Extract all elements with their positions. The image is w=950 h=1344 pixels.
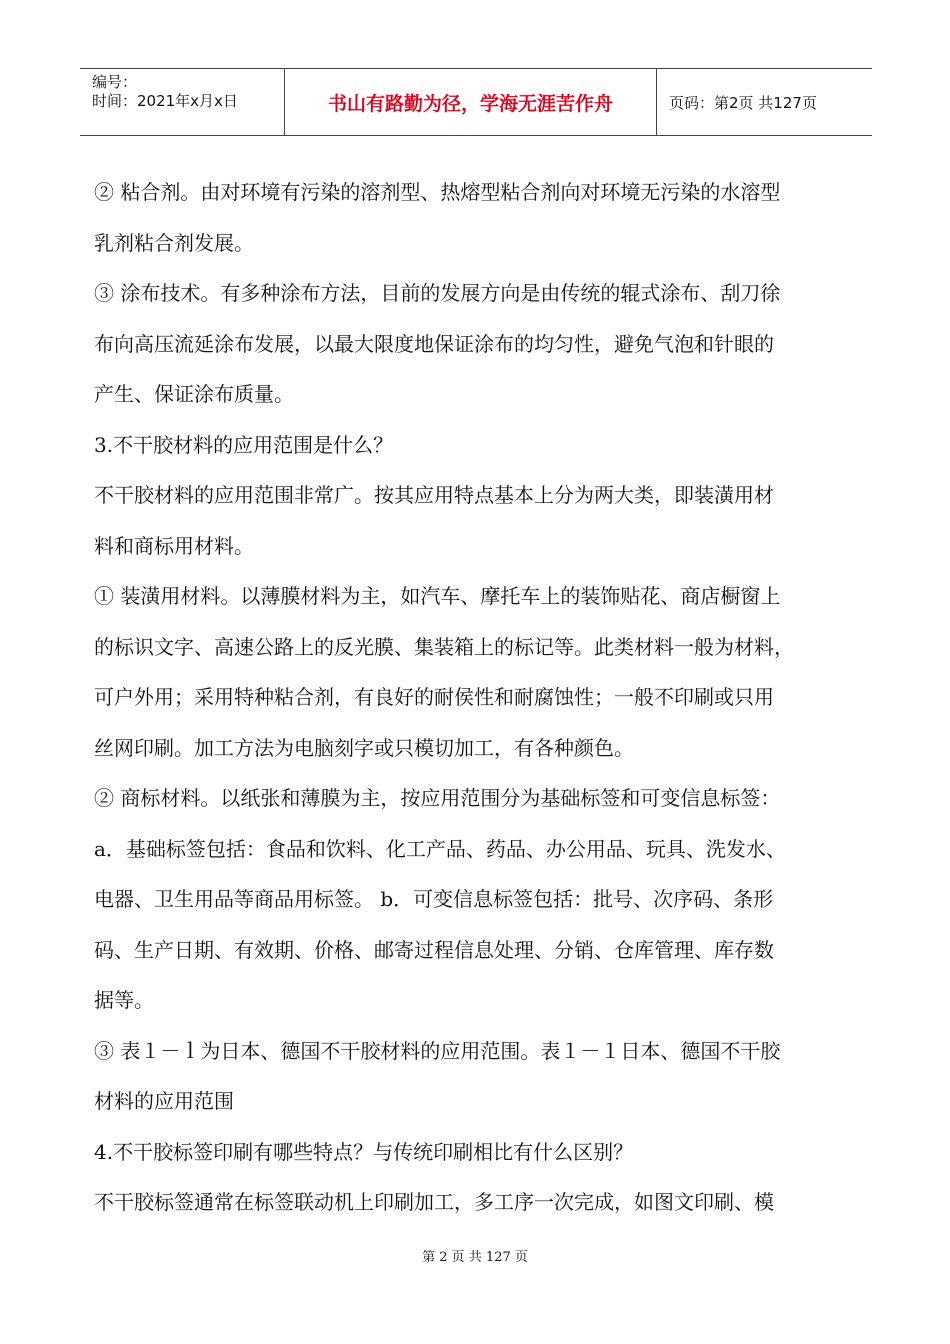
text-line: 可户外用；采用特种粘合剂，有良好的耐侯性和耐腐蚀性；一般不印刷或只用 [94,685,774,709]
page-header [80,68,872,136]
text-line: ② 商标材料。以纸张和薄膜为主，按应用范围分为基础标签和可变信息标签： [94,786,781,810]
text-line: 料和商标用材料。 [94,533,254,558]
section-heading: 4.不干胶标签印刷有哪些特点？与传统印刷相比有什么区别？ [94,1139,634,1164]
text-line: 材料的应用范围 [94,1089,234,1113]
section-heading: 3.不干胶材料的应用范围是什么？ [94,432,394,457]
header-page-info: 页码：第2页 共127页 [669,93,817,112]
document-number-label: 编号： [92,73,138,91]
text-line: 不干胶标签通常在标签联动机上印刷加工，多工序一次完成，如图文印刷、模 [94,1190,774,1214]
page-footer: 第 2 页 共 127 页 [422,1250,528,1265]
text-line: 丝网印刷。加工方法为电脑刻字或只模切加工，有各种颜色。 [94,735,634,760]
text-line: a．基础标签包括：食品和饮料、化工产品、药品、办公用品、玩具、洗发水、 [94,836,786,861]
text-line: 产生、保证涂布质量。 [94,382,294,406]
header-motto: 书山有路勤为径，学海无涯苦作舟 [285,69,657,135]
text-line: 据等。 [94,988,154,1012]
text-line: 码、生产日期、有效期、价格、邮寄过程信息处理、分销、仓库管理、库存数 [94,937,774,962]
text-line: ① 装潢用材料。以薄膜材料为主，如汽车、摩托车上的装饰贴花、商店橱窗上 [94,584,781,608]
text-line: ③ 表１－ｌ为日本、德国不干胶材料的应用范围。表１－１日本、德国不干胶 [94,1038,781,1063]
text-line: 布向高压流延涂布发展，以最大限度地保证涂布的均匀性，避免气泡和针眼的 [94,331,774,356]
text-line: 不干胶材料的应用范围非常广。按其应用特点基本上分为两大类，即装潢用材 [94,483,774,507]
text-line: 乳剂粘合剂发展。 [94,230,254,255]
document-time-label: 时间：2021年x月x日 [92,92,238,110]
document-body [94,167,884,1228]
header-meta [80,69,285,135]
text-line: 电器、卫生用品等商品用标签。 b．可变信息标签包括：批号、次序码、条形 [94,887,774,911]
text-line: ② 粘合剂。由对环境有污染的溶剂型、热熔型粘合剂向对环境无污染的水溶型 [94,180,781,204]
text-line: ③ 涂布技术。有多种涂布方法，目前的发展方向是由传统的辊式涂布、刮刀徐 [94,281,781,305]
text-line: 的标识文字、高速公路上的反光膜、集装箱上的标记等。此类材料一般为材料， [94,634,794,659]
